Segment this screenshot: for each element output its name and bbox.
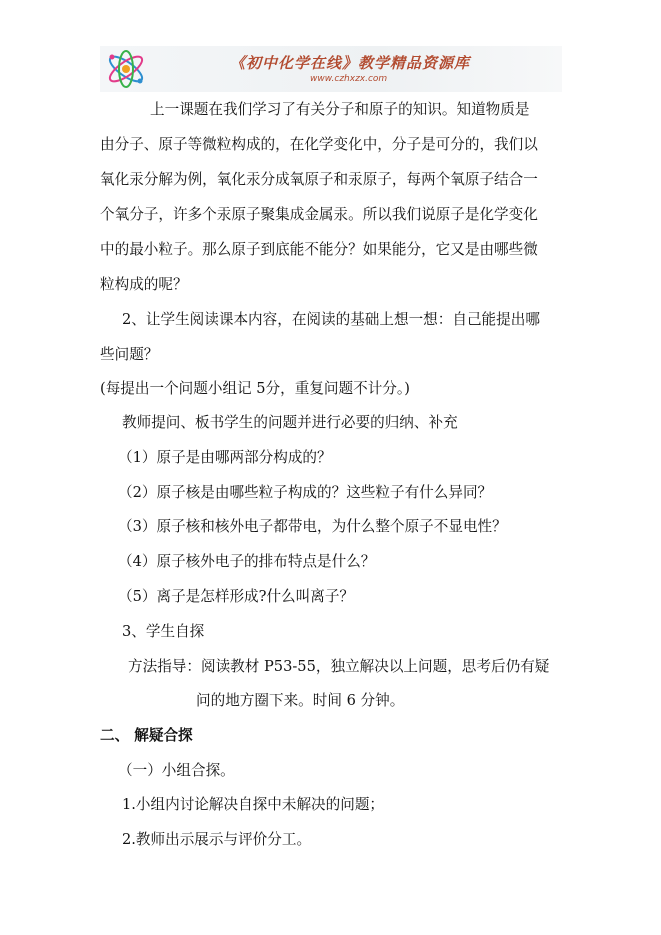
paragraph-line: 教师提问、板书学生的问题并进行必要的归纳、补充	[122, 414, 458, 431]
paragraph-line: 3、学生自探	[122, 623, 205, 640]
header-banner	[100, 46, 562, 92]
paragraph-line: 2、让学生阅读课本内容，在阅读的基础上想一想：自己能提出哪	[122, 311, 540, 328]
paragraph-line: 些问题？	[100, 346, 159, 363]
paragraph-line: 氧化汞分解为例，氧化汞分成氧原子和汞原子，每两个氧原子结合一	[100, 171, 538, 188]
atom-logo-icon	[104, 48, 148, 90]
question-item: （5）离子是怎样形成?什么叫离子？	[118, 588, 355, 605]
subsection-heading: （一）小组合探。	[118, 762, 235, 779]
paragraph-line: 个氧分子，许多个汞原子聚集成金属汞。所以我们说原子是化学变化	[100, 206, 538, 223]
question-item: （3）原子核和核外电子都带电，为什么整个原子不显电性？	[118, 518, 507, 535]
paragraph-line: 粒构成的呢？	[100, 276, 188, 293]
paragraph-line: 由分子、原子等微粒构成的，在化学变化中，分子是可分的，我们以	[100, 136, 538, 153]
paragraph-line: 问的地方圈下来。时间 6 分钟。	[196, 692, 405, 709]
list-item: 2.教师出示展示与评价分工。	[122, 831, 312, 848]
question-item: （1）原子是由哪两部分构成的？	[118, 449, 332, 466]
question-item: （2）原子核是由哪些粒子构成的？这些粒子有什么异同？	[118, 484, 493, 501]
list-item: 1.小组内讨论解决自探中未解决的问题；	[122, 796, 385, 813]
banner-url: www.czhxzx.com	[310, 74, 388, 84]
question-item: （4）原子核外电子的排布特点是什么？	[118, 553, 376, 570]
paragraph-line: 中的最小粒子。那么原子到底能不能分？如果能分，它又是由哪些微	[100, 241, 538, 258]
section-heading: 二、 解疑合探	[100, 727, 193, 744]
banner-title: 《初中化学在线》教学精品资源库	[230, 54, 471, 72]
paragraph-line: (每提出一个问题小组记 5分，重复问题不计分。)	[100, 380, 410, 397]
paragraph-line: 上一课题在我们学习了有关分子和原子的知识。知道物质是	[150, 101, 530, 118]
paragraph-line: 方法指导：阅读教材 P53-55，独立解决以上问题，思考后仍有疑	[128, 658, 550, 675]
